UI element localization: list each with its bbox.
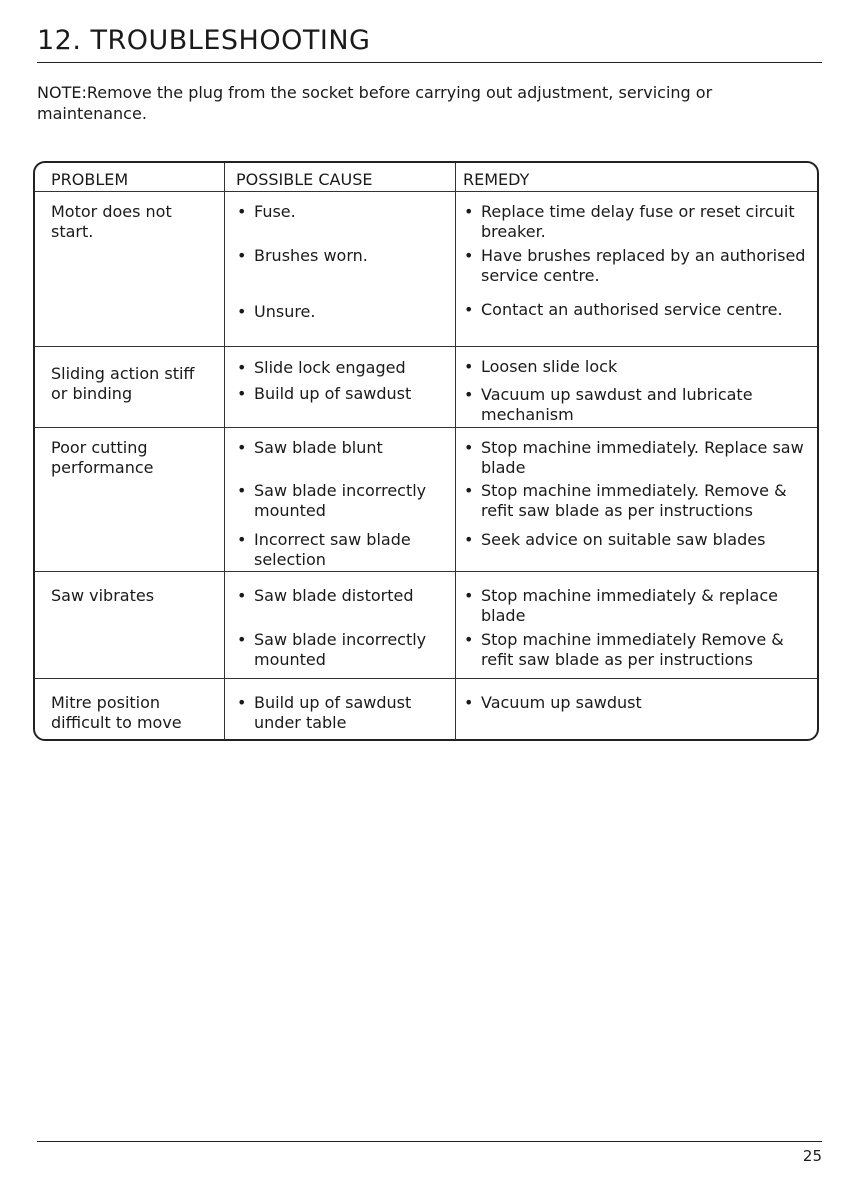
bullet-icon: • <box>237 202 247 221</box>
bullet-icon: • <box>464 481 474 500</box>
bullet-icon: • <box>237 586 247 605</box>
column-divider <box>224 163 225 739</box>
cause-item: • Incorrect saw blade selection <box>237 530 411 569</box>
bullet-icon: • <box>237 630 247 649</box>
remedy-item: • Stop machine immediately. Remove & refit saw blade as per instructions <box>464 481 787 520</box>
bullet-icon: • <box>464 357 474 376</box>
cause-item: • Build up of sawdust <box>237 384 412 403</box>
problem-cell: Saw vibrates <box>51 586 155 605</box>
problem-cell: Sliding action stiff or binding <box>51 364 195 403</box>
problem-cell: Motor does not start. <box>51 202 172 241</box>
bullet-icon: • <box>237 438 247 457</box>
bullet-icon: • <box>237 302 247 321</box>
bullet-icon: • <box>464 586 474 605</box>
cause-item: • Saw blade distorted <box>237 586 414 605</box>
footer-rule <box>37 1141 822 1142</box>
cause-item: • Build up of sawdust under table <box>237 693 412 732</box>
cause-item: • Saw blade blunt <box>237 438 383 457</box>
row-divider <box>35 427 817 428</box>
remedy-item: • Have brushes replaced by an authorised service centre. <box>464 246 806 285</box>
row-divider <box>35 571 817 572</box>
bullet-icon: • <box>237 358 247 377</box>
title-rule <box>37 62 822 63</box>
safety-note: NOTE:Remove the plug from the socket before carrying out adjustment, servicing or maintenance. <box>37 83 713 123</box>
remedy-item: • Seek advice on suitable saw blades <box>464 530 766 549</box>
bullet-icon: • <box>237 530 247 549</box>
troubleshooting-table <box>33 161 819 741</box>
bullet-icon: • <box>464 385 474 404</box>
bullet-icon: • <box>464 693 474 712</box>
cause-item: • Slide lock engaged <box>237 358 406 377</box>
header-remedy: REMEDY <box>463 170 530 189</box>
row-divider <box>35 678 817 679</box>
remedy-item: • Stop machine immediately Remove & refit saw blade as per instructions <box>464 630 784 669</box>
bullet-icon: • <box>237 384 247 403</box>
cause-item: • Saw blade incorrectly mounted <box>237 481 427 520</box>
remedy-item: • Replace time delay fuse or reset circuit breaker. <box>464 202 795 241</box>
header-cause: POSSIBLE CAUSE <box>236 170 373 189</box>
bullet-icon: • <box>464 630 474 649</box>
remedy-item: • Loosen slide lock <box>464 357 618 376</box>
bullet-icon: • <box>237 481 247 500</box>
column-divider <box>455 163 456 739</box>
bullet-icon: • <box>464 202 474 221</box>
row-divider <box>35 346 817 347</box>
cause-item: • Saw blade incorrectly mounted <box>237 630 427 669</box>
remedy-item: • Vacuum up sawdust and lubricate mechanism <box>464 385 753 424</box>
page-number: 25 <box>802 1147 822 1165</box>
row-divider <box>35 191 817 192</box>
remedy-item: • Stop machine immediately & replace blade <box>464 586 778 625</box>
cause-item: • Brushes worn. <box>237 246 368 265</box>
bullet-icon: • <box>237 246 247 265</box>
cause-item: • Fuse. <box>237 202 296 221</box>
bullet-icon: • <box>237 693 247 712</box>
remedy-item: • Vacuum up sawdust <box>464 693 642 712</box>
bullet-icon: • <box>464 530 474 549</box>
bullet-icon: • <box>464 246 474 265</box>
cause-item: • Unsure. <box>237 302 316 321</box>
page-title: 12. TROUBLESHOOTING <box>37 25 371 56</box>
bullet-icon: • <box>464 300 474 319</box>
header-problem: PROBLEM <box>51 170 129 189</box>
remedy-item: • Stop machine immediately. Replace saw blade <box>464 438 804 477</box>
remedy-item: • Contact an authorised service centre. <box>464 300 783 319</box>
bullet-icon: • <box>464 438 474 457</box>
problem-cell: Poor cutting performance <box>51 438 154 477</box>
problem-cell: Mitre position difficult to move <box>51 693 182 732</box>
